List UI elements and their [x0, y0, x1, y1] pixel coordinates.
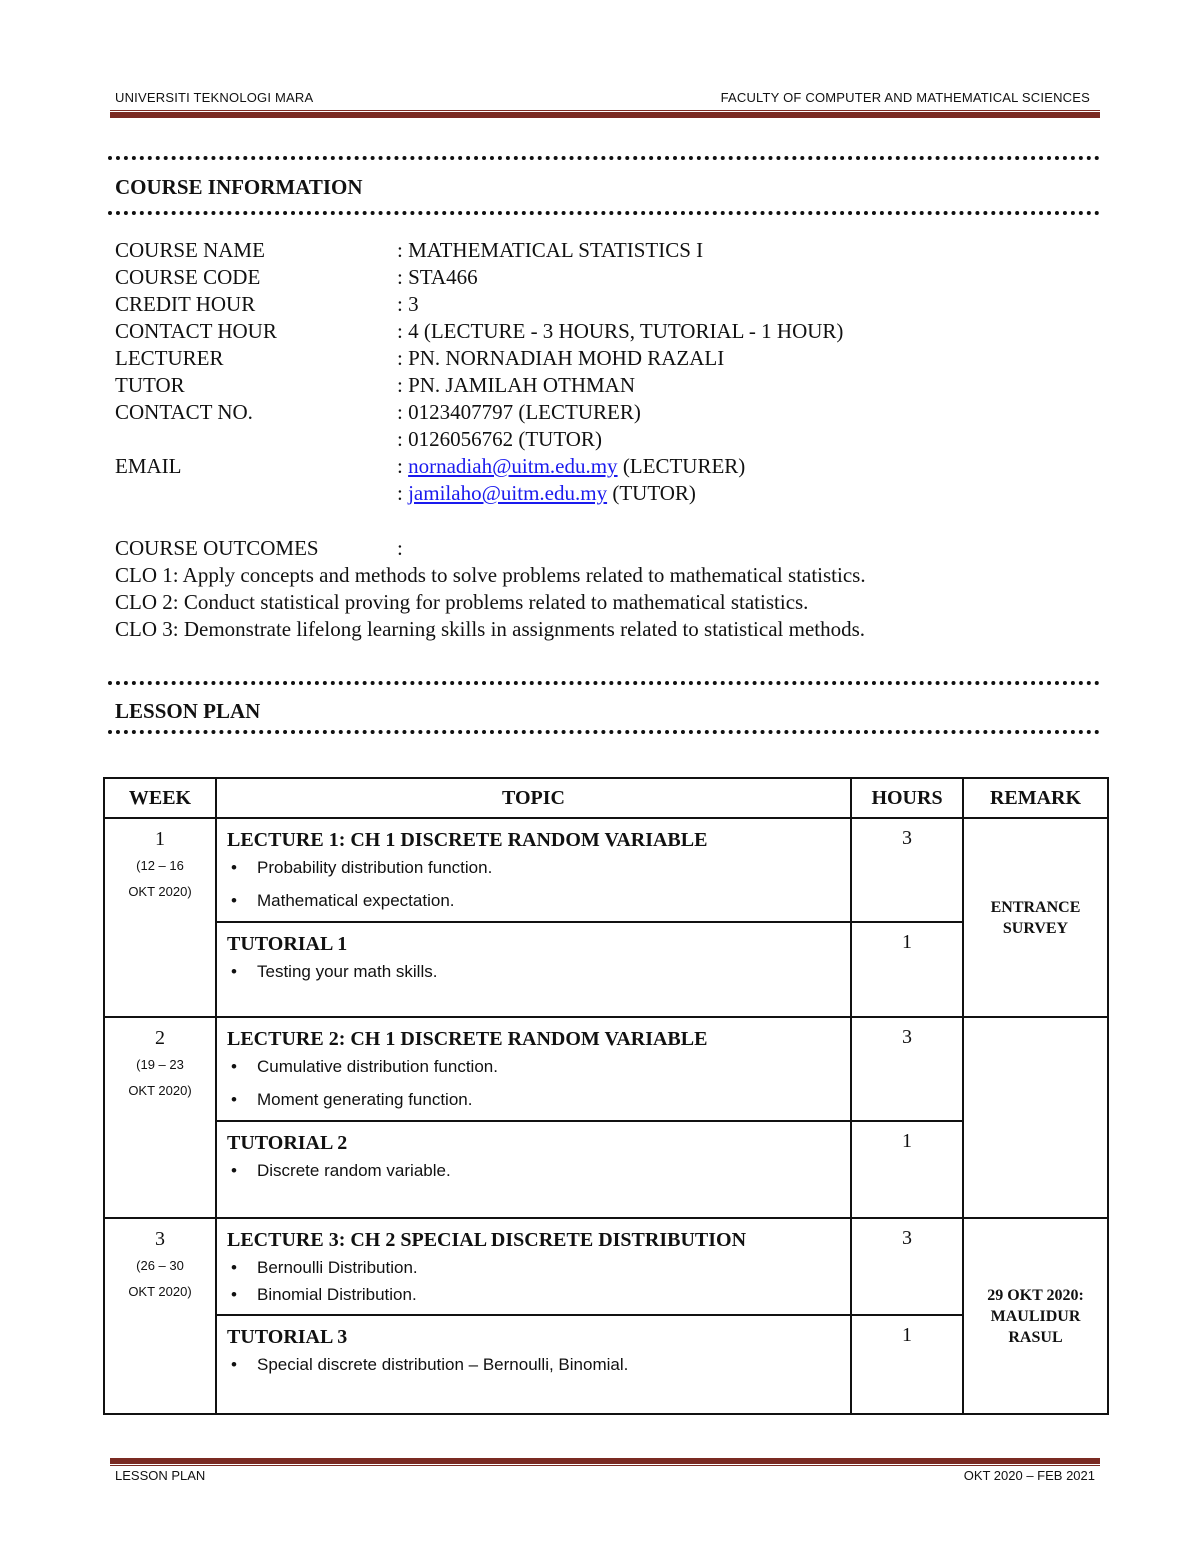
header-university: UNIVERSITI TEKNOLOGI MARA: [115, 90, 314, 105]
hours-cell: 3: [851, 818, 963, 922]
email-prefix: :: [397, 481, 409, 505]
info-row: [115, 345, 1095, 372]
header-rule: [110, 112, 1100, 118]
topic-list: [227, 959, 840, 992]
info-label: CREDIT HOUR: [115, 292, 256, 316]
week-dates: OKT 2020): [128, 1284, 192, 1299]
lesson-plan-heading: LESSON PLAN: [115, 699, 261, 723]
page-header: [115, 90, 1090, 108]
remark-text: SURVEY: [1002, 919, 1069, 937]
list-item: • Probability distribution function.: [257, 855, 840, 888]
remark-cell: [963, 1218, 1108, 1414]
info-row: [115, 426, 1095, 453]
info-value: : PN. NORNADIAH MOHD RAZALI: [397, 346, 725, 370]
list-item: • Bernoulli Distribution.: [257, 1255, 840, 1282]
topic-list: [227, 1255, 840, 1309]
week-dates: OKT 2020): [128, 1083, 192, 1098]
outcome-item: CLO 1: Apply concepts and methods to solve problems related to mathematical statistics.: [115, 563, 866, 587]
table-row: [104, 1315, 1108, 1414]
email-value: [397, 453, 745, 480]
list-item: • Binomial Distribution.: [257, 1282, 840, 1309]
info-value: : STA466: [397, 265, 478, 289]
remark-cell: [963, 1017, 1108, 1218]
info-label: CONTACT NO.: [115, 400, 253, 424]
footer-rule-thin: [110, 1465, 1100, 1466]
tutorial-title: TUTORIAL 2: [227, 1132, 348, 1154]
course-info-heading: COURSE INFORMATION: [115, 175, 363, 199]
remark-text: MAULIDUR: [990, 1307, 1081, 1325]
email-value: [397, 480, 696, 507]
lecture-cell: [216, 1218, 851, 1315]
divider-dotted: [108, 211, 1100, 215]
table-row: [104, 1218, 1108, 1315]
table-row: [104, 1017, 1108, 1121]
lecture-title: LECTURE 1: CH 1 DISCRETE RANDOM VARIABLE: [227, 829, 708, 851]
week-dates: (12 – 16: [136, 858, 184, 873]
topic-list: [227, 1158, 840, 1191]
course-outcomes: [115, 535, 1095, 643]
info-label: COURSE CODE: [115, 265, 261, 289]
table-row: [104, 818, 1108, 922]
lecture-cell: [216, 818, 851, 922]
table-header-row: [104, 778, 1108, 818]
header-rule-thin: [110, 110, 1100, 111]
outcomes-header: [115, 535, 1095, 562]
footer-doc-title: LESSON PLAN: [115, 1468, 206, 1483]
tutor-email-link[interactable]: jamilaho@uitm.edu.my: [408, 481, 608, 505]
topic-list: [227, 855, 840, 921]
info-value: : MATHEMATICAL STATISTICS I: [397, 238, 704, 262]
info-value: : PN. JAMILAH OTHMAN: [397, 373, 636, 397]
remark-text: RASUL: [1008, 1328, 1063, 1346]
email-row: [115, 480, 1095, 507]
hours-cell: 3: [851, 1017, 963, 1121]
week-cell: [104, 1017, 216, 1218]
week-number: 2: [155, 1027, 165, 1049]
info-label: LECTURER: [115, 346, 224, 370]
info-value: : 3: [397, 292, 419, 316]
info-row: [115, 264, 1095, 291]
info-row: [115, 291, 1095, 318]
info-label: CONTACT HOUR: [115, 319, 277, 343]
topic-list: [227, 1352, 840, 1385]
email-label-empty: [115, 480, 397, 507]
outcome-item: CLO 3: Demonstrate lifelong learning skills in assignments related to statistical methods.: [115, 617, 866, 641]
topic-list: [227, 1054, 840, 1120]
list-item: • Moment generating function.: [257, 1087, 840, 1120]
email-row: [115, 453, 1095, 480]
tutorial-cell: [216, 1121, 851, 1218]
divider-dotted: [108, 156, 1100, 160]
info-label: [115, 426, 397, 453]
week-number: 1: [155, 828, 165, 850]
lecture-title: LECTURE 3: CH 2 SPECIAL DISCRETE DISTRIBUTION: [227, 1229, 747, 1251]
email-role: (LECTURER): [617, 454, 746, 478]
week-dates: (19 – 23: [136, 1057, 184, 1072]
email-role: (TUTOR): [607, 481, 696, 505]
outcomes-colon: :: [397, 536, 403, 560]
divider-dotted: [108, 730, 1100, 734]
page-footer: [115, 1468, 1095, 1483]
divider-dotted: [108, 681, 1100, 685]
list-item: • Cumulative distribution function.: [257, 1054, 840, 1087]
footer-semester: OKT 2020 – FEB 2021: [963, 1468, 1095, 1483]
info-row: [115, 399, 1095, 426]
email-prefix: :: [397, 454, 409, 478]
footer-rule: [110, 1458, 1100, 1464]
week-cell: [104, 1218, 216, 1414]
info-row: [115, 318, 1095, 345]
lecture-cell: [216, 1017, 851, 1121]
header-faculty: FACULTY OF COMPUTER AND MATHEMATICAL SCIENCES: [720, 90, 1090, 105]
table-row: [104, 1121, 1108, 1218]
col-hours: HOURS: [851, 778, 963, 818]
lecturer-email-link[interactable]: nornadiah@uitm.edu.my: [408, 454, 618, 478]
list-item: • Discrete random variable.: [257, 1158, 840, 1191]
info-value: : 0126056762 (TUTOR): [397, 427, 602, 451]
week-dates: (26 – 30: [136, 1258, 184, 1273]
hours-cell: 3: [851, 1218, 963, 1315]
info-row: [115, 237, 1095, 264]
info-label: TUTOR: [115, 373, 185, 397]
lecture-title: LECTURE 2: CH 1 DISCRETE RANDOM VARIABLE: [227, 1028, 708, 1050]
week-dates: OKT 2020): [128, 884, 192, 899]
lesson-plan-table: [103, 777, 1109, 1415]
tutorial-title: TUTORIAL 1: [227, 933, 348, 955]
table-row: [104, 922, 1108, 1017]
tutorial-cell: [216, 1315, 851, 1414]
remark-text: ENTRANCE: [990, 898, 1081, 916]
tutorial-cell: [216, 922, 851, 1017]
info-value: : 4 (LECTURE - 3 HOURS, TUTORIAL - 1 HOUR): [397, 319, 844, 343]
email-label: EMAIL: [115, 454, 182, 478]
course-info-list: [115, 237, 1095, 507]
col-week: WEEK: [104, 778, 216, 818]
week-number: 3: [155, 1228, 165, 1250]
remark-cell: [963, 818, 1108, 1017]
list-item: • Testing your math skills.: [257, 959, 840, 992]
list-item: • Mathematical expectation.: [257, 888, 840, 921]
outcomes-label: COURSE OUTCOMES: [115, 536, 319, 560]
col-topic: TOPIC: [216, 778, 851, 818]
remark-text: 29 OKT 2020:: [987, 1286, 1084, 1304]
week-cell: [104, 818, 216, 1017]
hours-cell: 1: [851, 1315, 963, 1414]
col-remark: REMARK: [963, 778, 1108, 818]
list-item: • Special discrete distribution – Bernoulli, Binomial.: [257, 1352, 840, 1385]
hours-cell: 1: [851, 1121, 963, 1218]
tutorial-title: TUTORIAL 3: [227, 1326, 348, 1348]
outcome-item: CLO 2: Conduct statistical proving for problems related to mathematical statistics.: [115, 590, 809, 614]
hours-cell: 1: [851, 922, 963, 1017]
info-row: [115, 372, 1095, 399]
info-label: COURSE NAME: [115, 238, 265, 262]
info-value: : 0123407797 (LECTURER): [397, 400, 641, 424]
